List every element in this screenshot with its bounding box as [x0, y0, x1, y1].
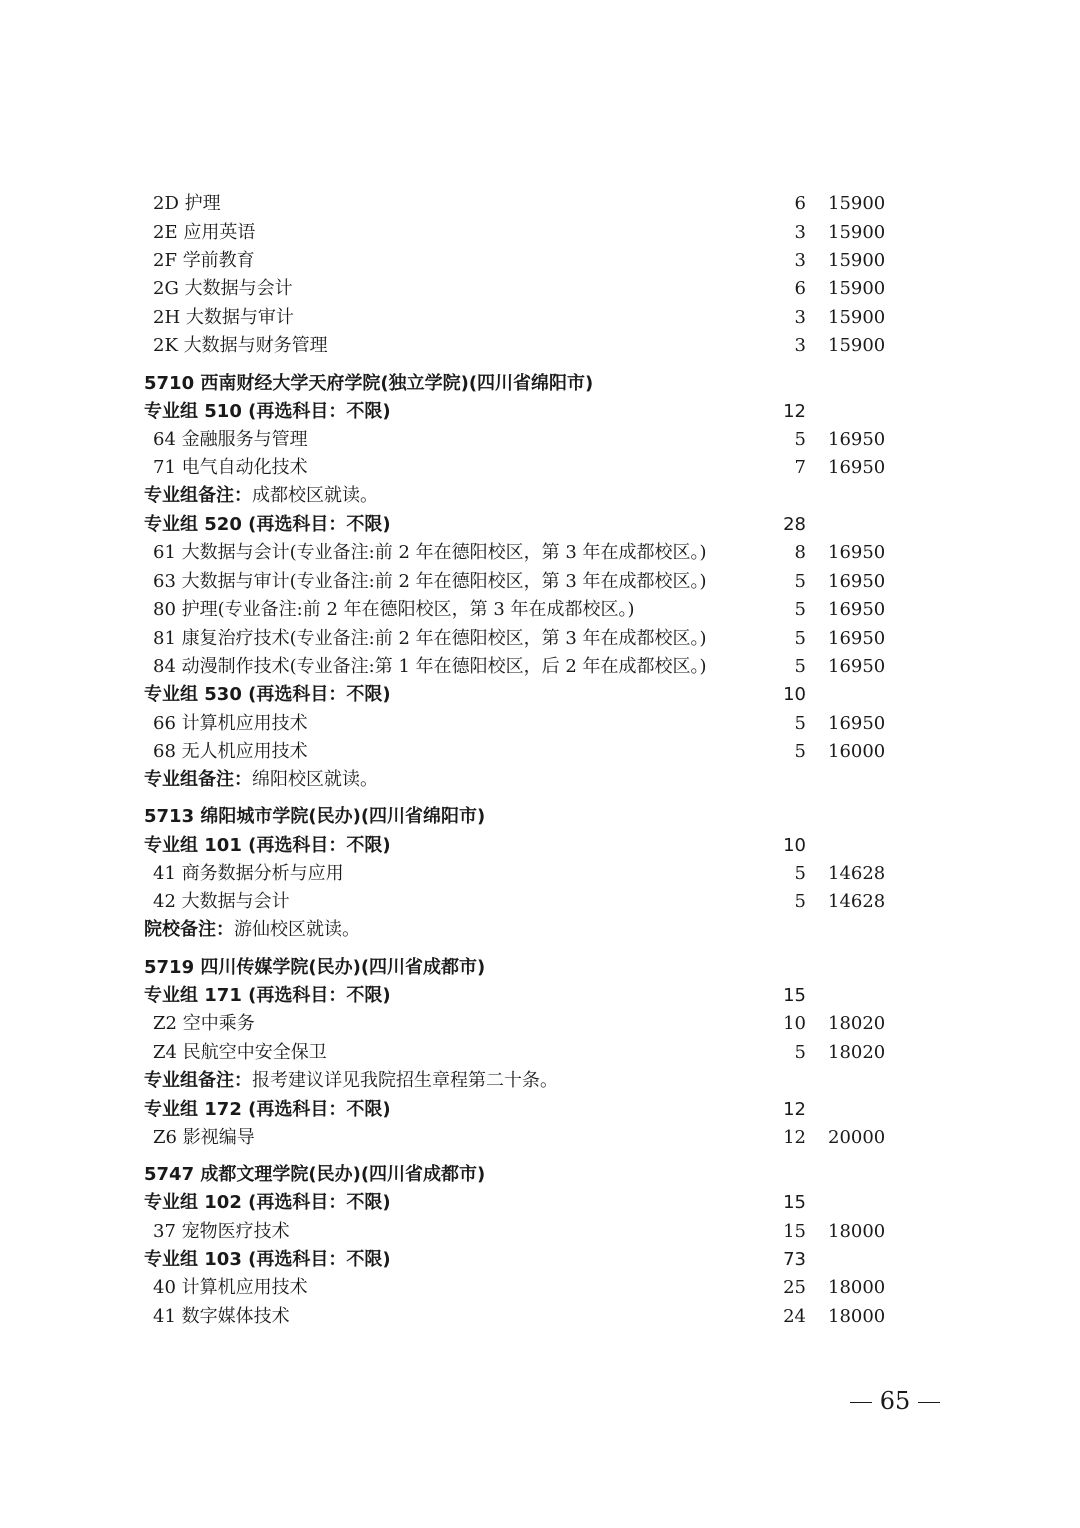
note-text: 成都校区就读。 — [252, 485, 378, 506]
major-name — [153, 1274, 308, 1302]
tuition-fee: 15900 — [828, 193, 886, 214]
quota: 5 — [794, 571, 806, 592]
major-title: 空中乘务 — [182, 1013, 255, 1034]
major-row — [0, 539, 1080, 567]
tuition-fee: 18020 — [828, 1013, 886, 1034]
quota: 5 — [794, 656, 806, 677]
major-row — [0, 190, 1080, 218]
major-title: 计算机应用技术 — [181, 1277, 308, 1298]
group-name: 专业组 520 (再选科目：不限) — [144, 514, 391, 535]
major-name — [153, 332, 328, 360]
group-name: 专业组 510 (再选科目：不限) — [144, 401, 391, 422]
major-code: 2H — [153, 307, 181, 328]
group-quota: 10 — [783, 684, 806, 705]
quota: 5 — [794, 863, 806, 884]
tuition-fee: 16000 — [828, 741, 886, 762]
note-label: 专业组备注： — [144, 485, 252, 506]
major-group-row — [0, 1189, 1080, 1217]
major-code: 41 — [153, 1306, 176, 1327]
quota: 5 — [794, 741, 806, 762]
major-title: 数字媒体技术 — [181, 1306, 290, 1327]
group-quota: 12 — [783, 401, 806, 422]
tuition-fee: 15900 — [828, 307, 886, 328]
quota: 10 — [783, 1013, 806, 1034]
major-title: 学前教育 — [182, 250, 255, 271]
major-row — [0, 275, 1080, 303]
group-quota: 12 — [783, 1099, 806, 1120]
group-quota: 28 — [783, 514, 806, 535]
major-row — [0, 332, 1080, 360]
major-name — [153, 1010, 255, 1038]
note — [144, 1067, 558, 1095]
school-heading — [0, 370, 1080, 398]
tuition-fee: 16950 — [828, 542, 886, 563]
major-row — [0, 1274, 1080, 1302]
quota: 5 — [794, 429, 806, 450]
major-title: 电气自动化技术 — [181, 457, 308, 478]
group-quota: 10 — [783, 835, 806, 856]
group-name: 专业组 103 (再选科目：不限) — [144, 1249, 391, 1270]
major-code: 84 — [153, 656, 176, 677]
major-title: 护理 — [184, 193, 221, 214]
quota: 8 — [794, 542, 806, 563]
note-text: 报考建议详见我院招生章程第二十条。 — [252, 1070, 558, 1091]
major-row — [0, 1010, 1080, 1038]
major-group-row — [0, 681, 1080, 709]
major-row — [0, 625, 1080, 653]
major-title: 大数据与财务管理 — [183, 335, 328, 356]
tuition-fee: 16950 — [828, 457, 886, 478]
major-row — [0, 304, 1080, 332]
group-quota: 15 — [783, 985, 806, 1006]
school-heading — [0, 803, 1080, 831]
major-title: 大数据与会计(专业备注:前 2 年在德阳校区，第 3 年在成都校区。) — [181, 542, 707, 563]
note-row — [0, 916, 1080, 944]
quota: 5 — [794, 628, 806, 649]
major-title: 护理(专业备注:前 2 年在德阳校区，第 3 年在成都校区。) — [181, 599, 635, 620]
note-row — [0, 1067, 1080, 1095]
major-code: 40 — [153, 1277, 176, 1298]
major-title: 影视编导 — [182, 1127, 255, 1148]
major-code: 37 — [153, 1221, 176, 1242]
tuition-fee: 16950 — [828, 656, 886, 677]
major-title: 金融服务与管理 — [181, 429, 308, 450]
quota: 15 — [783, 1221, 806, 1242]
quota: 6 — [794, 193, 806, 214]
quota: 24 — [783, 1306, 806, 1327]
tuition-fee: 15900 — [828, 335, 886, 356]
major-code: 64 — [153, 429, 176, 450]
major-name — [153, 710, 308, 738]
major-row — [0, 1124, 1080, 1152]
major-row — [0, 1218, 1080, 1246]
major-name — [153, 275, 293, 303]
major-group-row — [0, 982, 1080, 1010]
quota: 25 — [783, 1277, 806, 1298]
major-code: 41 — [153, 863, 176, 884]
quota: 3 — [794, 222, 806, 243]
major-group-row — [0, 511, 1080, 539]
major-name — [153, 1218, 290, 1246]
note-row — [0, 482, 1080, 510]
major-title: 宠物医疗技术 — [181, 1221, 290, 1242]
quota: 7 — [794, 457, 806, 478]
major-title: 商务数据分析与应用 — [181, 863, 344, 884]
group-name: 专业组 101 (再选科目：不限) — [144, 835, 391, 856]
major-code: Z6 — [153, 1127, 177, 1148]
major-row — [0, 653, 1080, 681]
major-name — [153, 426, 308, 454]
major-code: 2F — [153, 250, 177, 271]
tuition-fee: 14628 — [828, 863, 886, 884]
group-name: 专业组 172 (再选科目：不限) — [144, 1099, 391, 1120]
major-group-row — [0, 1246, 1080, 1274]
major-code: 61 — [153, 542, 176, 563]
major-title: 大数据与会计 — [181, 891, 290, 912]
tuition-fee: 18000 — [828, 1306, 886, 1327]
tuition-fee: 16950 — [828, 713, 886, 734]
note-label: 专业组备注： — [144, 769, 252, 790]
school-name: 5713 绵阳城市学院(民办)(四川省绵阳市) — [144, 806, 486, 827]
quota: 3 — [794, 250, 806, 271]
major-row — [0, 596, 1080, 624]
major-name — [153, 1039, 327, 1067]
quota: 12 — [783, 1127, 806, 1148]
quota: 3 — [794, 335, 806, 356]
tuition-fee: 16950 — [828, 599, 886, 620]
note-label: 专业组备注： — [144, 1070, 252, 1091]
school-name: 5710 西南财经大学天府学院(独立学院)(四川省绵阳市) — [144, 373, 594, 394]
major-name — [153, 653, 707, 681]
major-group-row — [0, 398, 1080, 426]
tuition-fee: 15900 — [828, 250, 886, 271]
tuition-fee: 15900 — [828, 278, 886, 299]
major-code: 42 — [153, 891, 176, 912]
quota: 5 — [794, 891, 806, 912]
major-code: 66 — [153, 713, 176, 734]
major-row — [0, 738, 1080, 766]
group-name: 专业组 171 (再选科目：不限) — [144, 985, 391, 1006]
major-row — [0, 568, 1080, 596]
quota: 6 — [794, 278, 806, 299]
quota: 5 — [794, 713, 806, 734]
school-name: 5719 四川传媒学院(民办)(四川省成都市) — [144, 957, 486, 978]
group-name: 专业组 530 (再选科目：不限) — [144, 684, 391, 705]
tuition-fee: 15900 — [828, 222, 886, 243]
note-label: 院校备注： — [144, 919, 234, 940]
footer-dash-left — [850, 1402, 872, 1403]
page-footer — [840, 1384, 950, 1418]
tuition-fee: 16950 — [828, 628, 886, 649]
major-title: 计算机应用技术 — [181, 713, 308, 734]
tuition-fee: 18020 — [828, 1042, 886, 1063]
major-title: 大数据与会计 — [184, 278, 293, 299]
major-name — [153, 596, 635, 624]
major-code: 81 — [153, 628, 176, 649]
major-name — [153, 860, 344, 888]
school-heading — [0, 954, 1080, 982]
major-row — [0, 888, 1080, 916]
major-title: 应用英语 — [183, 222, 256, 243]
school-name: 5747 成都文理学院(民办)(四川省成都市) — [144, 1164, 486, 1185]
page-number: 65 — [879, 1387, 911, 1415]
major-row — [0, 426, 1080, 454]
tuition-fee: 14628 — [828, 891, 886, 912]
major-code: 63 — [153, 571, 176, 592]
major-row — [0, 1039, 1080, 1067]
major-group-row — [0, 832, 1080, 860]
group-quota: 15 — [783, 1192, 806, 1213]
major-code: 2D — [153, 193, 179, 214]
note-text: 绵阳校区就读。 — [252, 769, 378, 790]
major-name — [153, 190, 221, 218]
major-code: 68 — [153, 741, 176, 762]
note-row — [0, 766, 1080, 794]
major-code: 2E — [153, 222, 178, 243]
quota: 3 — [794, 307, 806, 328]
major-title: 动漫制作技术(专业备注:第 1 年在德阳校区，后 2 年在成都校区。) — [181, 656, 707, 677]
major-name — [153, 625, 707, 653]
tuition-fee: 18000 — [828, 1277, 886, 1298]
major-name — [153, 1124, 255, 1152]
major-code: Z4 — [153, 1042, 177, 1063]
quota: 5 — [794, 1042, 806, 1063]
major-name — [153, 304, 294, 332]
major-code: 2G — [153, 278, 179, 299]
group-quota: 73 — [783, 1249, 806, 1270]
major-name — [153, 1303, 290, 1331]
major-code: 80 — [153, 599, 176, 620]
tuition-fee: 20000 — [828, 1127, 886, 1148]
quota: 5 — [794, 599, 806, 620]
major-title: 大数据与审计(专业备注:前 2 年在德阳校区，第 3 年在成都校区。) — [181, 571, 707, 592]
note — [144, 482, 378, 510]
major-title: 民航空中安全保卫 — [182, 1042, 327, 1063]
major-row — [0, 247, 1080, 275]
major-code: 71 — [153, 457, 176, 478]
major-name — [153, 738, 308, 766]
major-row — [0, 1303, 1080, 1331]
major-group-row — [0, 1096, 1080, 1124]
major-code: Z2 — [153, 1013, 177, 1034]
major-row — [0, 219, 1080, 247]
school-heading — [0, 1161, 1080, 1189]
tuition-fee: 16950 — [828, 571, 886, 592]
major-row — [0, 710, 1080, 738]
major-name — [153, 247, 255, 275]
major-title: 康复治疗技术(专业备注:前 2 年在德阳校区，第 3 年在成都校区。) — [181, 628, 707, 649]
major-name — [153, 219, 255, 247]
major-title: 无人机应用技术 — [181, 741, 308, 762]
major-title: 大数据与审计 — [185, 307, 294, 328]
group-name: 专业组 102 (再选科目：不限) — [144, 1192, 391, 1213]
major-row — [0, 454, 1080, 482]
major-row — [0, 860, 1080, 888]
tuition-fee: 18000 — [828, 1221, 886, 1242]
note-text: 游仙校区就读。 — [234, 919, 360, 940]
major-name — [153, 454, 308, 482]
note — [144, 766, 378, 794]
tuition-fee: 16950 — [828, 429, 886, 450]
major-code: 2K — [153, 335, 178, 356]
footer-dash-right — [918, 1402, 940, 1403]
major-name — [153, 888, 290, 916]
note — [144, 916, 360, 944]
major-name — [153, 539, 707, 567]
major-name — [153, 568, 707, 596]
